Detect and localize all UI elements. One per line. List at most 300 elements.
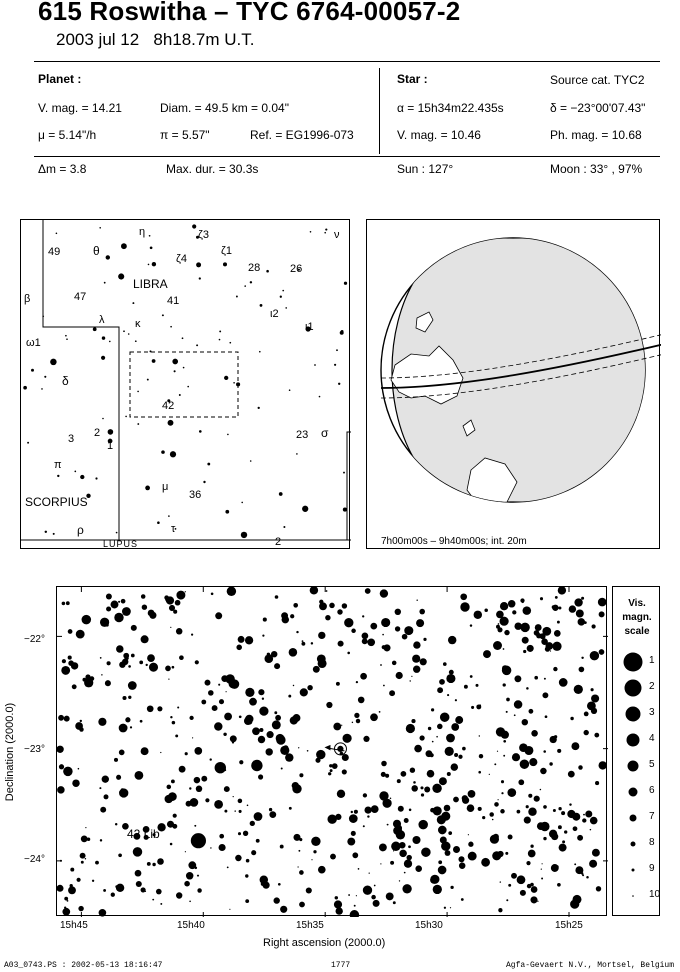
finder-star <box>99 227 101 229</box>
finder-star <box>207 463 210 466</box>
field-star <box>62 659 66 663</box>
finder-star <box>344 282 347 285</box>
detail-star-chart <box>56 586 607 916</box>
field-star <box>218 684 220 686</box>
field-star <box>586 876 589 879</box>
field-star <box>362 638 368 644</box>
field-star <box>416 599 417 600</box>
field-star <box>172 666 175 669</box>
x-tick-15h35: 15h35 <box>296 920 324 931</box>
field-star <box>289 807 292 810</box>
field-star <box>406 724 415 733</box>
finder-star <box>182 337 184 339</box>
finder-star <box>27 442 29 444</box>
field-star <box>186 872 193 879</box>
field-star <box>453 797 459 803</box>
field-star <box>478 807 482 811</box>
field-star <box>451 763 458 770</box>
field-star <box>123 653 129 659</box>
field-star <box>444 907 446 909</box>
field-star <box>479 754 483 758</box>
field-star <box>175 734 178 737</box>
field-star <box>334 900 342 908</box>
field-star <box>258 689 264 695</box>
field-star <box>430 876 438 884</box>
field-star <box>468 834 469 835</box>
field-star <box>520 598 524 602</box>
label-iota1: ι1 <box>305 321 314 333</box>
header-bottom-rule <box>34 156 660 157</box>
field-star <box>330 769 333 772</box>
field-star <box>192 737 193 738</box>
scale-label-9: 9 <box>649 863 655 874</box>
field-star <box>399 880 400 881</box>
label-delta: δ <box>62 374 69 388</box>
field-star <box>363 886 372 895</box>
field-star <box>467 804 475 812</box>
field-star <box>401 771 407 777</box>
finder-star <box>283 526 285 528</box>
scale-dot-8 <box>631 842 636 847</box>
field-star <box>506 899 508 901</box>
field-star <box>99 787 101 789</box>
field-star <box>464 685 468 689</box>
field-star <box>523 639 524 640</box>
field-star <box>455 699 457 701</box>
field-star <box>431 708 434 711</box>
field-star <box>468 852 477 861</box>
field-star <box>507 788 516 797</box>
field-star <box>503 740 506 743</box>
field-star <box>101 674 102 675</box>
field-star <box>262 634 264 636</box>
field-star <box>325 615 330 620</box>
field-star <box>386 892 394 900</box>
field-star <box>529 758 537 766</box>
field-star <box>550 736 557 743</box>
field-star <box>342 769 347 774</box>
bright-star <box>215 762 226 773</box>
field-star <box>591 708 597 714</box>
field-star <box>224 786 230 792</box>
field-star <box>177 706 179 708</box>
field-star <box>381 772 386 777</box>
field-star <box>438 860 442 864</box>
field-star <box>197 875 199 877</box>
label-nu: ν <box>334 229 340 241</box>
ephemeris-ref: Ref. = EG1996-073 <box>250 128 354 142</box>
field-star <box>285 753 293 761</box>
field-star <box>427 770 435 778</box>
field-star <box>274 663 280 669</box>
field-star <box>389 690 395 696</box>
field-star <box>527 645 534 652</box>
field-star <box>451 723 459 731</box>
finder-star <box>260 304 263 307</box>
field-star <box>280 845 284 849</box>
field-star <box>166 596 174 604</box>
scale-dot-6 <box>629 788 638 797</box>
finder-star <box>199 277 201 279</box>
field-star <box>356 681 358 683</box>
field-star <box>215 612 222 619</box>
field-star <box>541 869 542 870</box>
field-star <box>599 761 607 769</box>
field-star <box>175 600 181 606</box>
finder-star <box>196 344 198 346</box>
field-star <box>544 678 546 680</box>
finder-star <box>101 356 105 360</box>
field-star <box>121 788 124 791</box>
bright-star <box>82 615 92 625</box>
field-star <box>185 591 186 592</box>
field-star <box>95 861 99 865</box>
field-star <box>540 768 547 775</box>
field-star <box>147 654 155 662</box>
field-star <box>290 614 294 618</box>
field-star <box>569 773 573 777</box>
finder-star <box>219 339 221 341</box>
field-star <box>315 758 320 763</box>
field-star <box>135 771 144 780</box>
field-star <box>577 835 583 841</box>
field-star <box>293 834 300 841</box>
field-star <box>530 845 533 848</box>
field-star <box>245 636 253 644</box>
field-star <box>369 872 370 873</box>
field-star <box>478 771 481 774</box>
field-star <box>103 889 106 892</box>
event-datetime <box>56 30 254 50</box>
field-star <box>557 621 560 624</box>
finder-star <box>225 510 229 514</box>
field-star <box>540 633 546 639</box>
label-47: 47 <box>74 291 87 303</box>
field-star <box>106 606 111 611</box>
field-star <box>100 839 102 841</box>
field-star <box>77 878 81 882</box>
field-star <box>500 809 505 814</box>
field-star <box>412 836 420 844</box>
field-star <box>481 858 490 867</box>
label-eta: η <box>139 226 146 238</box>
field-star <box>553 809 556 812</box>
field-star <box>530 883 534 887</box>
field-star <box>68 886 76 894</box>
field-star <box>146 664 148 666</box>
field-star <box>444 805 451 812</box>
field-star <box>307 685 312 690</box>
field-star <box>327 814 336 823</box>
field-star <box>102 776 109 783</box>
label-sigma: σ <box>321 426 329 440</box>
finder-star <box>157 521 160 524</box>
field-star <box>543 837 546 840</box>
field-star <box>337 609 342 614</box>
field-star <box>439 777 447 785</box>
field-star <box>185 752 188 755</box>
field-star <box>541 638 548 645</box>
field-star <box>421 793 424 796</box>
finder-star <box>199 430 202 433</box>
field-star <box>319 602 327 610</box>
field-star <box>358 697 365 704</box>
field-star <box>85 858 86 859</box>
field-star <box>267 653 270 656</box>
field-star <box>460 593 467 600</box>
field-star <box>537 901 538 902</box>
field-star <box>205 798 209 802</box>
field-star <box>189 901 191 903</box>
scale-label-10: 10 <box>649 889 661 900</box>
field-star <box>545 646 550 651</box>
field-star <box>433 885 442 894</box>
field-star <box>238 799 243 804</box>
finder-star <box>53 533 55 535</box>
field-star <box>392 661 397 666</box>
field-star <box>235 855 241 861</box>
field-star <box>581 657 583 659</box>
finder-star <box>125 416 127 418</box>
field-star <box>81 861 84 864</box>
field-star <box>523 650 526 653</box>
label-tau: τ <box>171 523 176 535</box>
field-star <box>130 726 132 728</box>
field-star <box>479 704 481 706</box>
field-star <box>406 855 411 860</box>
field-star <box>99 909 107 917</box>
field-star <box>494 802 499 807</box>
finder-star <box>170 451 176 457</box>
field-star <box>508 835 513 840</box>
field-star <box>430 808 435 813</box>
page-title: 615 Roswitha – TYC 6764-00057-2 <box>38 0 461 26</box>
field-star <box>448 636 456 644</box>
scale-dot-10 <box>632 895 634 897</box>
field-star <box>250 821 255 826</box>
finder-star <box>179 394 181 396</box>
field-star <box>229 909 230 910</box>
field-star <box>189 787 191 789</box>
field-star <box>326 702 332 708</box>
field-star <box>227 587 236 596</box>
field-star <box>141 635 149 643</box>
field-star <box>421 847 431 857</box>
field-star <box>311 642 313 644</box>
field-star <box>418 820 427 829</box>
field-star <box>210 758 212 760</box>
x-tick-15h25: 15h25 <box>555 920 583 931</box>
field-star <box>578 765 582 769</box>
field-star <box>172 721 176 725</box>
finder-star <box>65 335 67 337</box>
field-star <box>171 779 175 783</box>
label-iota2: ι2 <box>270 308 279 320</box>
field-star <box>267 731 274 738</box>
field-star <box>446 734 455 743</box>
field-star <box>299 773 303 777</box>
field-star <box>310 587 318 595</box>
asteroid-direction-arrow <box>324 745 330 751</box>
field-star <box>492 819 494 821</box>
field-star <box>296 631 298 633</box>
field-star <box>71 662 78 669</box>
field-star <box>550 650 551 651</box>
field-star <box>471 706 474 709</box>
field-star <box>554 630 561 637</box>
finder-star <box>102 336 105 339</box>
field-star <box>82 678 86 682</box>
field-star <box>420 786 423 789</box>
field-star <box>156 889 162 895</box>
field-star <box>574 863 576 865</box>
field-star <box>419 609 425 615</box>
field-star <box>160 903 162 905</box>
field-star <box>591 624 595 628</box>
field-star <box>336 682 340 686</box>
star-label: Star : <box>397 72 428 86</box>
field-star <box>351 629 356 634</box>
field-star <box>128 665 131 668</box>
field-star <box>141 594 146 599</box>
field-star <box>397 779 401 783</box>
finder-star <box>149 235 151 237</box>
field-star <box>437 815 446 824</box>
field-star <box>72 779 80 787</box>
field-star <box>140 720 143 723</box>
field-star <box>152 863 155 866</box>
field-star <box>520 890 526 896</box>
field-star <box>592 652 599 659</box>
finder-star <box>80 475 84 479</box>
field-star <box>330 854 336 860</box>
finder-star <box>108 429 114 435</box>
field-star <box>443 662 447 666</box>
field-star <box>63 767 72 776</box>
field-star <box>236 645 242 651</box>
field-star <box>438 866 447 875</box>
field-star <box>419 735 424 740</box>
finder-star <box>279 492 283 496</box>
field-star <box>219 844 226 851</box>
field-star <box>522 637 529 644</box>
scale-dot-5 <box>628 761 639 772</box>
bright-star <box>133 847 143 857</box>
field-star <box>354 905 356 907</box>
field-star <box>584 621 587 624</box>
scale-label-6: 6 <box>649 785 655 796</box>
scale-label-4: 4 <box>649 733 655 744</box>
field-star <box>450 907 451 908</box>
field-star <box>497 851 503 857</box>
finder-star <box>118 273 124 279</box>
field-star <box>298 747 299 748</box>
field-star <box>374 885 376 887</box>
field-star <box>508 600 516 608</box>
field-star <box>420 658 427 665</box>
field-star <box>413 641 420 648</box>
label-zeta3: ζ3 <box>198 229 209 241</box>
field-star <box>125 717 130 722</box>
finder-star <box>132 302 134 304</box>
field-star <box>249 698 257 706</box>
field-star <box>239 810 242 813</box>
field-star <box>306 887 312 893</box>
field-star <box>543 805 547 809</box>
field-star <box>147 705 154 712</box>
header-divider <box>379 68 380 154</box>
field-star <box>58 715 64 721</box>
field-star <box>234 810 235 811</box>
field-star <box>121 599 126 604</box>
field-star <box>526 687 529 690</box>
finder-star <box>50 359 57 366</box>
scale-label-7: 7 <box>649 811 655 822</box>
field-star <box>131 654 135 658</box>
field-star <box>441 841 450 850</box>
field-star <box>448 831 452 835</box>
field-star <box>415 865 422 872</box>
field-star <box>387 824 389 826</box>
field-star <box>450 886 453 889</box>
field-star <box>517 677 521 681</box>
field-star <box>68 656 72 660</box>
field-star <box>498 908 502 912</box>
field-star <box>226 691 227 692</box>
field-star <box>493 641 502 650</box>
sun-elongation: Sun : 127° <box>397 162 454 176</box>
bright-star <box>251 760 262 771</box>
finder-star <box>44 376 46 378</box>
field-star <box>552 605 556 609</box>
field-star <box>238 832 241 835</box>
field-star <box>341 725 342 726</box>
field-star <box>266 748 273 755</box>
field-star <box>581 597 584 600</box>
field-star <box>118 853 122 857</box>
finder-star <box>116 532 118 534</box>
finder-star <box>135 340 137 342</box>
field-star <box>261 777 262 778</box>
field-star <box>390 798 392 800</box>
field-star <box>530 896 537 903</box>
finder-star <box>280 296 282 298</box>
field-star <box>195 660 199 664</box>
field-star <box>381 618 390 627</box>
field-star <box>288 695 291 698</box>
field-star <box>185 851 186 852</box>
field-star <box>540 597 543 600</box>
field-star <box>363 793 367 797</box>
finder-star <box>187 386 189 388</box>
field-star <box>413 781 416 784</box>
field-star <box>489 774 490 775</box>
x-tick-15h40: 15h40 <box>177 920 205 931</box>
field-star <box>569 803 571 805</box>
finder-star <box>104 282 106 284</box>
label-28: 28 <box>248 262 261 274</box>
field-star <box>506 711 508 713</box>
field-star <box>67 900 69 902</box>
field-star <box>111 601 119 609</box>
finder-star <box>259 351 261 353</box>
field-star <box>170 627 171 628</box>
field-star <box>78 768 80 770</box>
field-star <box>194 747 202 755</box>
field-star <box>258 736 265 743</box>
field-star <box>549 830 557 838</box>
field-star <box>107 661 111 665</box>
